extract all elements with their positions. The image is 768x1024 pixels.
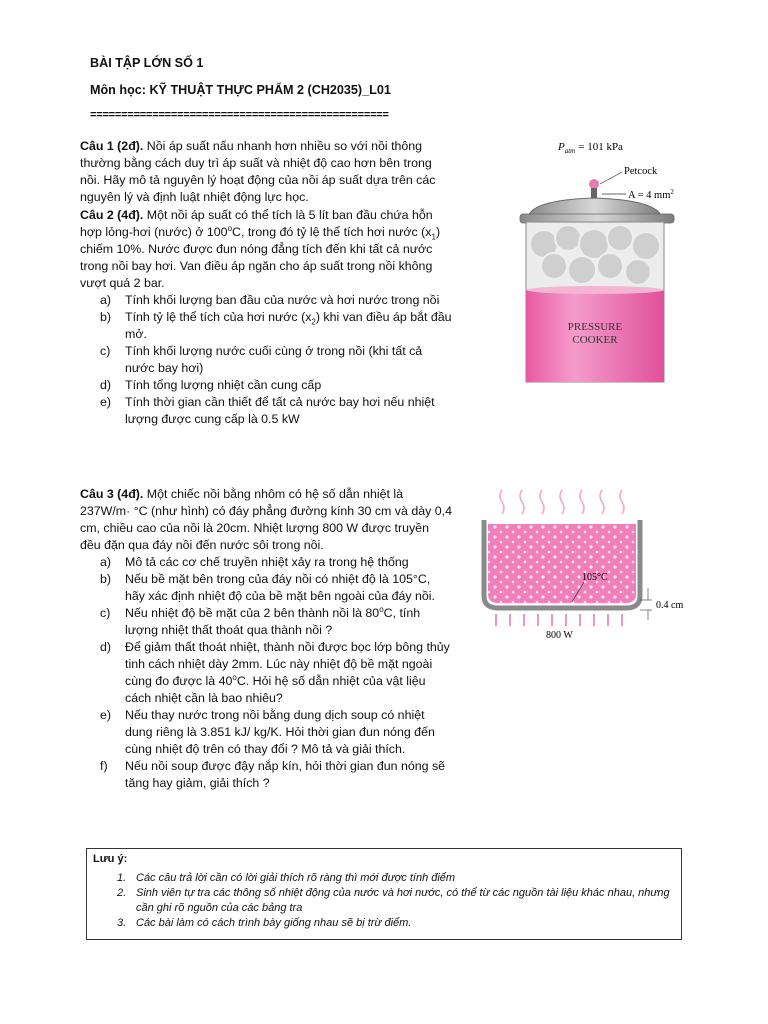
question-1	[80, 138, 452, 206]
note-number: 1.	[117, 872, 127, 884]
question-2-text-c: ) chiếm 10%. Nước được đun nóng đẳng tích đến khi tất cả nước trong nồi bay hơi. Van điều áp ngăn cho áp suất trong nồi không vượt quá 2 bar.	[80, 225, 441, 290]
item-text: Để giảm thất thoát nhiệt, thành nồi được bọc lớp bông thủy tinh cách nhiệt dày 2mm. Lúc này nhiệt độ bề mặt ngoài cùng đo được là 40	[125, 640, 450, 688]
item-letter: a)	[100, 293, 112, 307]
item-letter: b)	[100, 310, 112, 324]
note-text: Các bài làm có cách trình bày giống nhau sẽ bị trừ điểm.	[136, 917, 412, 929]
cooker-label-2: COOKER	[572, 334, 618, 346]
p-atm-label: $P_{atm} = 101$ kPa	[558, 141, 623, 155]
list-item	[80, 292, 452, 309]
item-text-b: ) khi van điều áp bắt đầu mở.	[125, 310, 452, 341]
note-box	[86, 848, 682, 940]
list-item	[80, 707, 452, 758]
petcock-label: Petcock	[624, 166, 658, 177]
item-letter: d)	[100, 378, 112, 392]
item-letter: a)	[100, 555, 112, 569]
item-text: Nếu nồi soup được đậy nắp kín, hỏi thời gian đun nóng sẽ tăng hay giảm, giải thích ?	[125, 759, 446, 790]
degree-sup: o	[232, 672, 237, 682]
question-2-text: Một nồi áp suất có thể tích là 5 lít ban đầu chứa hỗn hợp lỏng-hơi (nước) ở 100	[80, 208, 433, 239]
item-text: Nếu nhiệt độ bề mặt của 2 bên thành nồi là 80	[125, 606, 380, 620]
item-text: Tính thời gian cần thiết để tất cả nước bay hơi nếu nhiệt lượng được cung cấp là 0.5 kW	[125, 395, 435, 426]
note-number: 3.	[117, 917, 127, 929]
cooker-label-1: PRESSURE	[567, 321, 623, 333]
divider: ================================================	[90, 109, 389, 121]
question-3-label: Câu 3 (4đ).	[80, 487, 144, 501]
list-item	[80, 605, 452, 639]
note-text: Sinh viên tự tra các thông số nhiệt động của nước và hơi nước, có thể từ các nguồn tài liệu khác nhau, nhưng cần ghi rõ nguồn của các bảng tra	[136, 887, 670, 914]
aluminum-pan-figure	[480, 484, 690, 644]
item-letter: c)	[100, 606, 111, 620]
item-letter: d)	[100, 640, 112, 654]
question-2-items	[80, 292, 452, 428]
item-text: Nếu bề mặt bên trong của đáy nồi có nhiệt độ là 105°C, hãy xác định nhiệt độ của bề mặt bên ngoài của đáy nồi.	[125, 572, 435, 603]
x1-sub: 1	[431, 232, 436, 242]
question-2	[80, 207, 452, 428]
course-title: Môn học: KỸ THUẬT THỰC PHẨM 2 (CH2035)_L01	[90, 83, 391, 97]
question-3-items	[80, 554, 452, 792]
item-text: Mô tả các cơ chế truyền nhiệt xảy ra trong hệ thống	[125, 555, 409, 569]
pressure-cooker-figure	[510, 134, 690, 390]
note-item	[87, 871, 677, 886]
inner-temp-label: 105°C	[582, 572, 608, 583]
item-text: Nếu thay nước trong nồi bằng dung dịch soup có nhiệt dung riêng là 3.851 kJ/ kg/K. Hỏi thời gian đun nóng đến cùng nhiệt độ trên có thay đổi ? Mô tả và giải thích.	[125, 708, 435, 756]
note-text: Các câu trả lời cần có lời giải thích rõ ràng thì mới được tính điểm	[136, 872, 456, 884]
list-item	[80, 309, 452, 343]
item-letter: c)	[100, 344, 111, 358]
item-text: Tính khối lượng nước cuối cùng ở trong nồi (khi tất cả nước bay hơi)	[125, 344, 423, 375]
item-text: Tính khối lượng ban đầu của nước và hơi nước trong nồi	[125, 293, 440, 307]
note-number: 2.	[117, 887, 127, 899]
item-letter: e)	[100, 395, 112, 409]
note-item	[87, 886, 677, 916]
list-item	[80, 571, 452, 605]
list-item	[80, 639, 452, 707]
list-item	[80, 394, 452, 428]
water-surface	[526, 286, 664, 294]
petcock-icon	[589, 179, 599, 189]
heat-arrows	[496, 614, 622, 626]
area-label: A = 4 $mm^2$	[628, 188, 674, 201]
degree-sup: o	[379, 604, 384, 614]
list-item	[80, 758, 452, 792]
question-2-label: Câu 2 (4đ).	[80, 208, 144, 222]
petcock-leader	[600, 172, 622, 184]
note-title: Lưu ý:	[93, 853, 128, 865]
thickness-label: 0.4 cm	[656, 600, 684, 611]
note-list	[87, 871, 677, 931]
question-1-text: Nồi áp suất nấu nhanh hơn nhiều so với nồi thông thường bằng cách duy trì áp suất và nhiệt độ cao hơn bên trong nồi. Hãy mô tả nguyên lý hoạt động của nồi áp suất dựa trên các nguyên lý và định luật nhiệt động lực học.	[80, 139, 436, 204]
vapor	[500, 490, 624, 514]
list-item	[80, 377, 452, 394]
item-letter: e)	[100, 708, 112, 722]
item-text-b: C. Hỏi hệ số dẫn nhiệt của vật liệu cách nhiệt cần là bao nhiêu?	[125, 674, 426, 705]
item-text: Tính tỷ lệ thể tích của hơi nước (x	[125, 310, 312, 324]
question-3	[80, 486, 452, 792]
question-3-text: Một chiếc nồi bằng nhôm có hệ số dẫn nhiệt là 237W/m· °C (như hình) có đáy phẳng đường kính 30 cm và dày 0,4 cm, chiều cao của nồi là 20cm. Nhiệt lượng 800 W được truyền đều đặn qua đáy nồi đến nước sôi trong nồi.	[80, 487, 452, 552]
question-1-label: Câu 1 (2đ).	[80, 139, 144, 153]
boiling-water	[488, 524, 636, 603]
degree-sup: o	[227, 223, 233, 233]
list-item	[80, 554, 452, 571]
item-letter: b)	[100, 572, 112, 586]
note-item	[87, 916, 677, 931]
item-text-b: C, tính lượng nhiệt thất thoát qua thành nồi ?	[125, 606, 421, 637]
question-2-text-b: C, trong đó tỷ lệ thể tích hơi nước (x	[232, 225, 432, 239]
x2-sub: 2	[311, 317, 316, 327]
steam	[530, 225, 660, 285]
power-label: 800 W	[546, 630, 573, 641]
item-letter: f)	[100, 759, 108, 773]
item-text: Tính tổng lượng nhiệt cần cung cấp	[125, 378, 322, 392]
list-item	[80, 343, 452, 377]
doc-title: BÀI TẬP LỚN SỐ 1	[90, 56, 204, 70]
